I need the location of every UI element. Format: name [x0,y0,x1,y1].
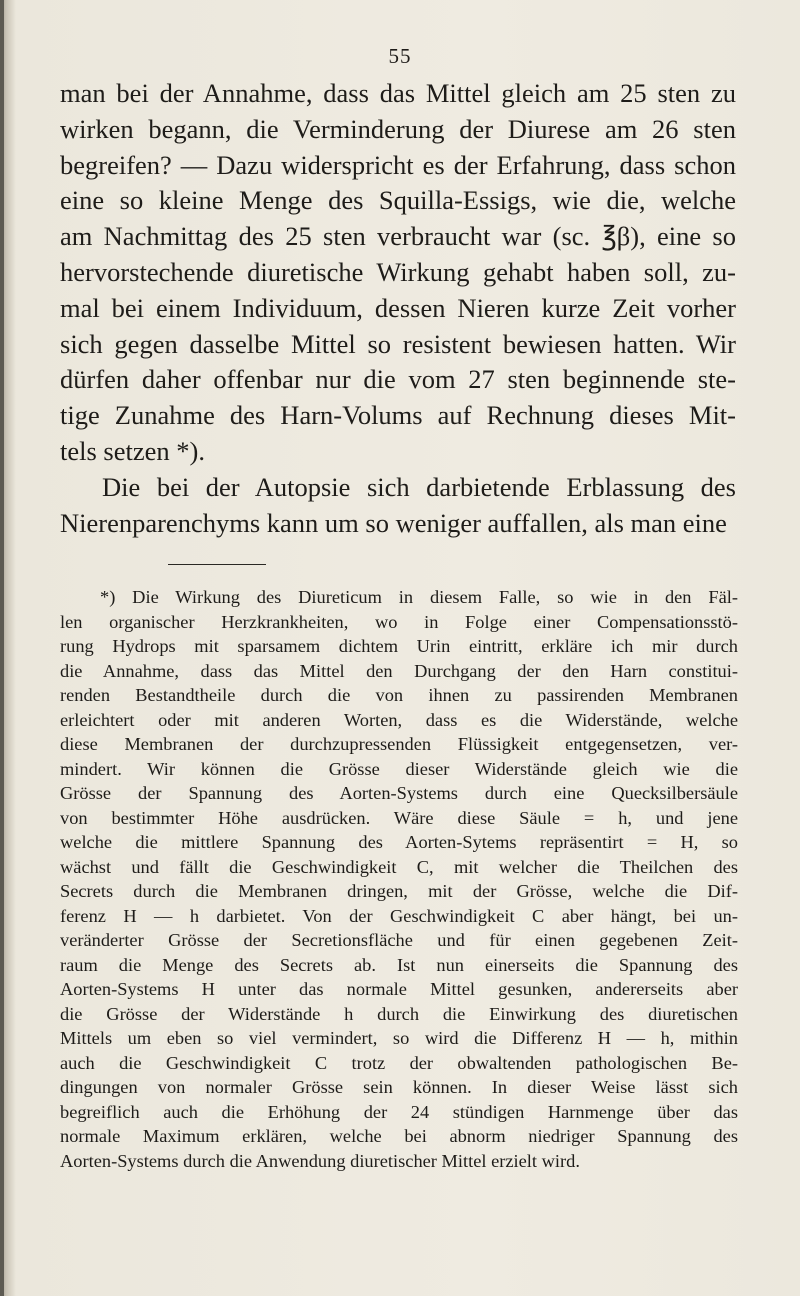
footnote-line: Mittels um eben so viel vermindert, so wird die Differenz H — h, mithin [60,1028,738,1048]
footnote-line: len organischer Herzkrankheiten, wo in Folge einer Compensationsstö- [60,611,738,632]
main-text [60,76,736,541]
page-number: 55 [388,44,412,68]
footnote-line: dingungen von normaler Grösse sein können. In dieser Weise lässt sich [60,1077,738,1097]
footnote-line: normale Maximum erklären, welche bei abnorm niedriger Spannung des [60,1126,738,1146]
footnote-line: Grösse der Spannung des Aorten-Systems durch eine Quecksilbersäule [60,783,738,803]
footnote-line: die Grösse der Widerstände h durch die Einwirkung des diuretischen [60,1003,738,1024]
footnote-line: rung Hydrops mit sparsamem dichtem Urin eintritt, erkläre ich mir durch [60,636,738,656]
main-text-line: Die bei der Autopsie sich darbietende Erblassung des [102,471,736,502]
footnote-line: von bestimmter Höhe ausdrücken. Wäre diese Säule = h, und jene [60,807,738,828]
footnote-line: erleichtert oder mit anderen Worten, dass es die Widerstände, welche [60,709,738,730]
footnote-line: welche die mittlere Spannung des Aorten-Sytems repräsentirt = H, so [60,832,738,852]
footnote-line: die Annahme, dass das Mittel den Durchgang der den Harn constitui- [60,660,738,681]
main-text-line: mal bei einem Individuum, dessen Nieren kurze Zeit vorher [60,292,736,323]
main-text-line: tels setzen *). [60,435,205,466]
main-text-line: sich gegen dasselbe Mittel so resistent bewiesen hatten. Wir [60,328,736,359]
footnote-line: renden Bestandtheile durch die von ihnen zu passirenden Membranen [60,685,738,705]
main-text-line: dürfen daher offenbar nur die vom 27 sten beginnende ste- [60,364,736,395]
footnote-line: auch die Geschwindigkeit C trotz der obwaltenden pathologischen Be- [60,1052,738,1073]
main-text-line: am Nachmittag des 25 sten verbraucht war (sc. ℥β), eine so [60,221,736,252]
main-text-line: man bei der Annahme, dass das Mittel gleich am 25 sten zu [60,78,736,108]
footnote-line: Aorten-Systems durch die Anwendung diuretischer Mittel erzielt wird. [60,1150,580,1171]
footnote-line: Secrets durch die Membranen dringen, mit der Grösse, welche die Dif- [60,881,738,901]
main-text-line: hervorstechende diuretische Wirkung gehabt haben soll, zu- [60,256,736,287]
footnote-line: begreiflich auch die Erhöhung der 24 stündigen Harnmenge über das [60,1101,738,1122]
main-text-line: begreifen? — Dazu widerspricht es der Erfahrung, dass schon [60,149,736,180]
footnote [60,585,738,1173]
footnote-line: Aorten-Systems H unter das normale Mittel gesunken, andererseits aber [60,979,738,999]
footnote-line: mindert. Wir können die Grösse dieser Widerstände gleich wie die [60,758,738,779]
footnote-line: raum die Menge des Secrets ab. Ist nun einerseits die Spannung des [60,954,738,975]
main-text-line: tige Zunahme des Harn-Volums auf Rechnung dieses Mit- [60,400,736,431]
footnote-line: *) Die Wirkung des Diureticum in diesem Falle, so wie in den Fäl- [100,587,738,607]
footnote-line: ferenz H — h darbietet. Von der Geschwindigkeit C aber hängt, bei un- [60,905,738,926]
footnote-line: wächst und fällt die Geschwindigkeit C, mit welcher die Theilchen des [60,856,738,877]
main-text-line: eine so kleine Menge des Squilla-Essigs, wie die, welche [60,185,736,216]
main-text-line: Nierenparenchyms kann um so weniger auffallen, als man eine [60,507,727,538]
main-text-line: wirken begann, die Verminderung der Diurese am 26 sten [60,113,736,144]
footnote-separator [168,564,266,565]
footnote-line: diese Membranen der durchzupressenden Flüssigkeit entgegensetzen, ver- [60,734,738,754]
footnote-line: veränderter Grösse der Secretionsfläche und für einen gegebenen Zeit- [60,930,738,950]
binding-edge [0,0,4,1296]
